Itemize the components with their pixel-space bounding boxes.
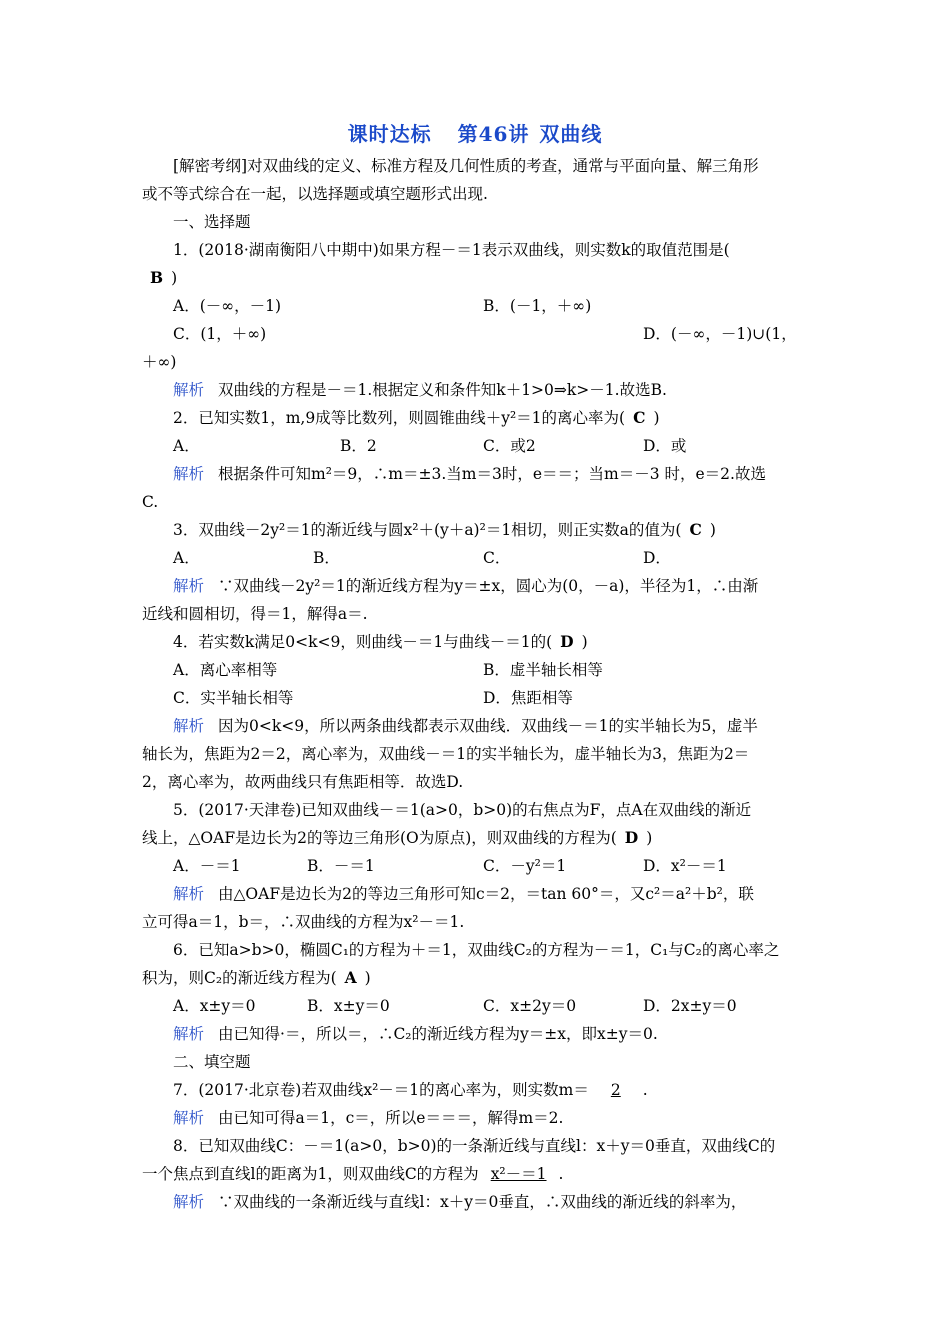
q6-stem: 6．已知a>b>0，椭圆C₁的方程为＋＝1，双曲线C₂的方程为－＝1，C₁与C₂的离心率之 [173,941,780,959]
q3-option-c: C． [483,549,511,567]
q2-option-d: D．或 [643,437,687,455]
q5-option-b: B．－＝1 [307,857,375,875]
q5-options [173,854,843,878]
q1-option-b: B．(－1，＋∞) [483,297,592,315]
q2-option-b: B．2 [340,437,377,455]
q2-answer: C [633,408,646,427]
q3-option-b: B． [313,549,340,567]
q1-solution: 解析 双曲线的方程是－＝1.根据定义和条件知k＋1>0⇒k>－1.故选B. [173,381,667,399]
q6-solution: 解析 由已知得·＝，所以＝，∴C₂的渐近线方程为y＝±x，即x±y＝0. [173,1025,658,1043]
q6-option-a: A．x±y＝0 [173,997,256,1015]
q8-answer: x²－＝1 [490,1165,547,1183]
q4-option-a: A．离心率相等 [173,661,278,679]
q1-answer: B [150,268,164,287]
q2-options [173,434,843,458]
q8-stem-cont: 一个焦点到直线l的距离为1，则双曲线C的方程为 x²－＝1 . [142,1162,812,1186]
q4-solution-cont-1: 轴长为，焦距为2＝2，离心率为，双曲线－＝1的实半轴长为，虚半轴长为3，焦距为2＝ [142,745,750,763]
q8-stem: 8．已知双曲线C：－＝1(a>0，b>0)的一条渐近线与直线l：x＋y＝0垂直，双曲线C的 [173,1137,776,1155]
q1-option-c: C．(1，＋∞) [173,325,267,343]
section-heading-fill: 二、填空题 [173,1053,251,1071]
q1-stem: 1．(2018·湖南衡阳八中期中)如果方程－＝1表示双曲线，则实数k的取值范围是( [173,241,730,259]
q2-option-a: A． [173,437,200,455]
title-lecture: 第46讲 [457,122,530,146]
q4-options-row1 [173,658,843,682]
q3-option-a: A． [173,549,200,567]
q5-answer: D [624,828,639,847]
q4-option-b: B．虚半轴长相等 [483,661,603,679]
q2-stem: 2．已知实数1，m,9成等比数列，则圆锥曲线＋y²＝1的离心率为( C ) [173,408,660,427]
solution-label: 解析 [173,381,205,399]
q1-option-d: D．(－∞，－1)∪(1， [643,325,797,343]
q4-options-row2 [173,686,843,710]
q5-stem: 5．(2017·天津卷)已知双曲线－＝1(a>0，b>0)的右焦点为F，点A在双曲线的渐近 [173,801,752,819]
q7-stem: 7．(2017·北京卷)若双曲线x²－＝1的离心率为，则实数m＝ 2 . [173,1078,843,1102]
q7-solution: 解析 由已知可得a＝1，c＝，所以e＝＝＝，解得m＝2. [173,1109,564,1127]
q4-solution-cont-2: 2，离心率为，故两曲线只有焦距相等．故选D. [142,773,464,791]
q5-option-a: A．－＝1 [173,857,241,875]
q8-solution: 解析 ∵双曲线的一条渐近线与直线l：x＋y＝0垂直，∴双曲线的渐近线的斜率为， [173,1193,747,1211]
q2-option-c: C．或2 [483,437,536,455]
q3-solution-cont: 近线和圆相切，得＝1，解得a＝. [142,605,368,623]
q5-option-d: D．x²－＝1 [643,857,727,875]
q1-option-a: A．(－∞，－1) [173,297,282,315]
q1-options-row2 [173,322,843,346]
q2-solution-cont: C. [142,493,159,511]
section-heading-choice: 一、选择题 [173,213,251,231]
q2-solution: 解析 根据条件可知m²＝9，∴m＝±3.当m＝3时，e＝＝；当m＝－3 时，e＝2.故选 [173,465,766,483]
outline-line-2: 或不等式综合在一起，以选择题或填空题形式出现. [142,185,488,203]
outline-line-1: [解密考纲]对双曲线的定义、标准方程及几何性质的考查，通常与平面向量、解三角形 [173,157,759,175]
q5-solution-cont: 立可得a＝1，b＝，∴双曲线的方程为x²－＝1. [142,913,465,931]
q5-stem-cont: 线上，△OAF是边长为2的等边三角形(O为原点)，则双曲线的方程为( D ) [142,828,653,847]
q1-option-d-cont: ＋∞) [142,353,177,371]
q6-answer: A [344,968,357,987]
q3-solution: 解析 ∵双曲线－2y²＝1的渐近线方程为y＝±x，圆心为(0，－a)，半径为1，∴由渐 [173,577,759,595]
q7-answer: 2 [610,1081,621,1099]
q4-option-c: C．实半轴长相等 [173,689,294,707]
title-series: 课时达标 [347,122,432,146]
q6-options [173,994,843,1018]
q1-answer-line: B ) [142,266,812,290]
q5-solution: 解析 由△OAF是边长为2的等边三角形可知c＝2，＝tan 60°＝，又c²＝a²＋b²，联 [173,885,754,903]
q5-option-c: C．－y²＝1 [483,857,567,875]
title-topic: 双曲线 [539,122,603,146]
q6-option-d: D．2x±y＝0 [643,997,737,1015]
q6-stem-cont: 积为，则C₂的渐近线方程为( A ) [142,968,371,987]
q6-option-b: B．x±y＝0 [307,997,390,1015]
q6-option-c: C．x±2y＝0 [483,997,577,1015]
q3-option-d: D． [643,549,671,567]
q4-answer: D [560,632,574,651]
q3-options [173,546,843,570]
q3-answer: C [689,520,702,539]
q3-stem: 3．双曲线－2y²＝1的渐近线与圆x²＋(y＋a)²＝1相切，则正实数a的值为( C ) [173,520,716,539]
q4-option-d: D．焦距相等 [483,689,573,707]
q1-options-row1 [173,294,843,318]
q4-stem: 4．若实数k满足0<k<9，则曲线－＝1与曲线－＝1的( D ) [173,632,588,651]
page-title [0,118,950,147]
q4-solution: 解析 因为0<k<9，所以两条曲线都表示双曲线．双曲线－＝1的实半轴长为5，虚半 [173,717,758,735]
